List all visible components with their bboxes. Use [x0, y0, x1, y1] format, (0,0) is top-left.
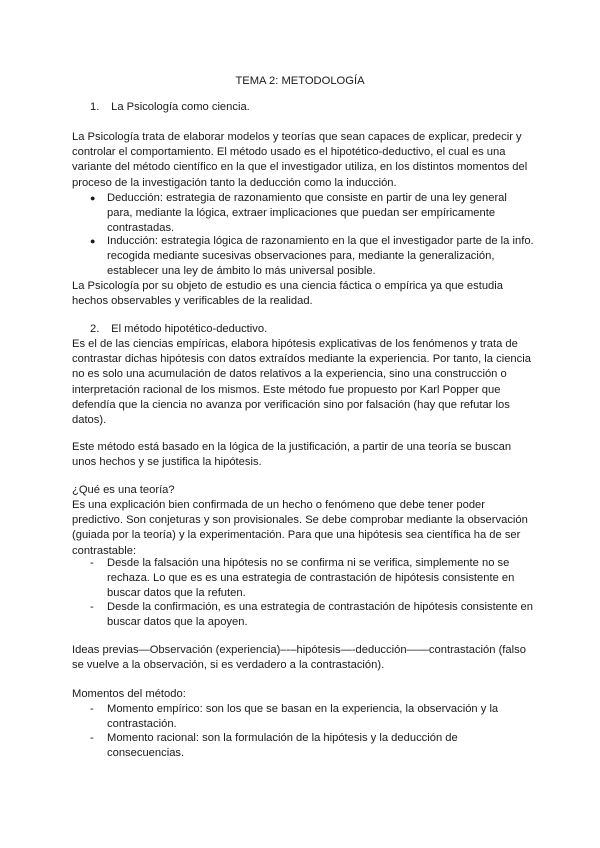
bullet-marker: ● — [90, 236, 96, 246]
section-heading-text: El método hipotético-deductivo. — [111, 323, 268, 335]
section-heading-text: La Psicología como ciencia. — [111, 101, 250, 113]
dash-marker: - — [90, 703, 94, 715]
dash-text: Desde la falsación una hipótesis no se confirma ni se verifica, simplemente no se rechaza. Lo que es es una estrategia de contrastación de hipótesis consistente en buscar datos que la refuten. — [107, 557, 515, 600]
bullet-induccion — [90, 234, 534, 280]
section-number: 1. — [90, 101, 100, 113]
dash-item-racional — [90, 731, 534, 761]
bullet-marker: ● — [90, 193, 96, 203]
dash-text: Desde la confirmación, es una estrategia de contrastación de hipótesis consistente en buscar datos que la apoyen. — [107, 601, 533, 629]
page-title: TEMA 2: METODOLOGÍA — [235, 75, 365, 87]
bullet-text: Inducción: estrategia lógica de razonamiento en la que el investigador parte de la info. recogida mediante sucesivas observaciones para, mediante la generalización, establecer una ley de ámbito lo más universal posible. — [107, 235, 534, 278]
dash-item-confirmacion — [90, 600, 534, 630]
paragraph-momentos: Momentos del método: — [72, 688, 186, 700]
dash-item-falsacion — [90, 556, 534, 602]
paragraph-intro: La Psicología trata de elaborar modelos y teorías que sean capaces de explicar, predecir y controlar el comportamiento. El método usado es el hipotético-deductivo, el cual es una variante del método científico en la que el investigador utiliza, en los distintos momentos del proceso de la investigación tanto la deducción como la inducción. — [72, 131, 528, 189]
paragraph-teoria: Es una explicación bien confirmada de un hecho o fenómeno que debe tener poder predictivo. Son conjeturas y son provisionales. Se debe comprobar mediante la observación (guiada por la teoría) y la experimentación. Para que una hipótesis sea científica ha de ser contrastable: — [72, 499, 528, 557]
question-heading: ¿Qué es una teoría? — [72, 484, 175, 496]
dash-item-empirico — [90, 702, 534, 732]
dash-marker: - — [90, 601, 94, 613]
section-1-heading — [90, 100, 250, 115]
paragraph-ciencia-factica: La Psicología por su objeto de estudio es una ciencia fáctica o empírica ya que estudia hechos observables y verificables de la realidad. — [72, 280, 503, 308]
paragraph-justificacion: Este método está basado en la lógica de la justificación, a partir de una teoría se buscan unos hechos y se justifica la hipótesis. — [72, 441, 512, 469]
paragraph-metodo: Es el de las ciencias empíricas, elabora hipótesis explicativas de los fenómenos y trata de contrastar dichas hipótesis con datos extraídos mediante la experiencia. Por tanto, la ciencia no es solo una acumulación de datos relativos a la experiencia, sino una construcción o interpretación racional de los mismos. Este método fue propuesto por Karl Popper que defendía que la ciencia no avanza por verificación sino por falsación (hay que refutar los datos). — [72, 338, 531, 427]
bullet-deduccion — [90, 191, 534, 237]
bullet-text: Deducción: estrategia de razonamiento que consiste en partir de una ley general para, mediante la lógica, extraer implicaciones que puedan ser empíricamente contrastadas. — [107, 192, 507, 235]
dash-marker: - — [90, 557, 94, 569]
section-number: 2. — [90, 323, 100, 335]
dash-text: Momento empírico: son los que se basan en la experiencia, la observación y la contrastación. — [107, 703, 499, 731]
section-2-heading — [90, 322, 267, 337]
paragraph-ideas-previas: Ideas previas—Observación (experiencia)–-–hipótesis—-deducción——contrastación (falso se vuelve a la observación, si es verdadero a la contrastación). — [72, 644, 526, 672]
dash-marker: - — [90, 732, 94, 744]
dash-text: Momento racional: son la formulación de la hipótesis y la deducción de consecuencias. — [107, 732, 458, 760]
